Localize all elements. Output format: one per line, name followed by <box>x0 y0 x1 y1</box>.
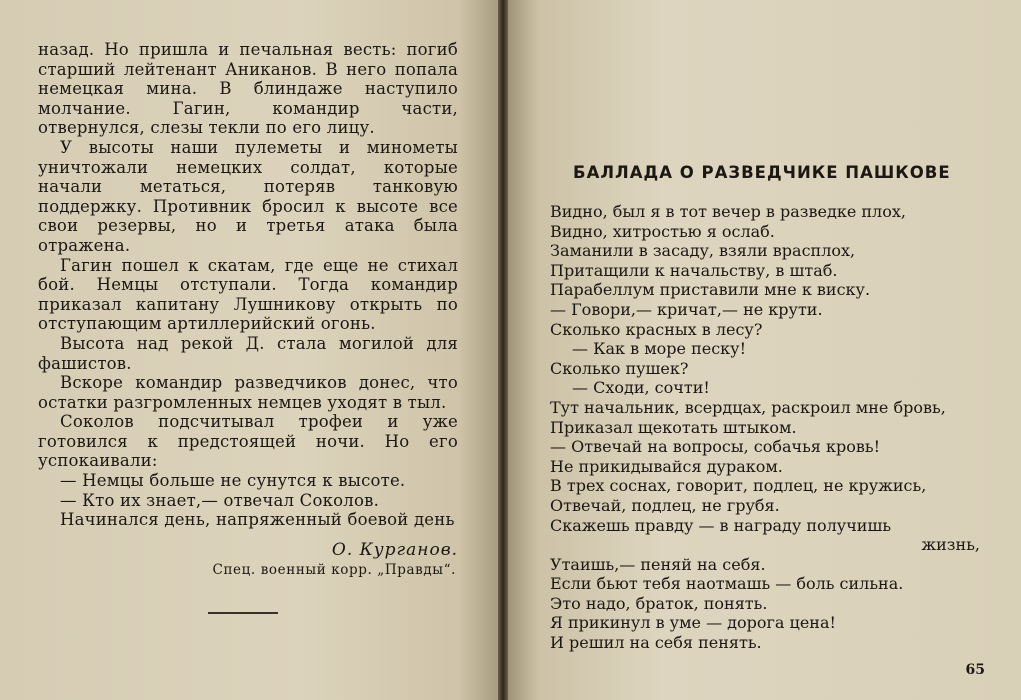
left-page <box>0 0 498 700</box>
article-paragraph: Гагин пошел к скатам, где еще не стихал бой. Немцы отступали. Тогда командир приказал капитану Лушникову открыть по отступающим артиллерийский огонь. <box>38 255 458 334</box>
book-gutter <box>498 0 508 700</box>
poem-line: Не прикидывайся дураком. <box>550 456 783 476</box>
poem-line: Отвечай, подлец, не грубя. <box>550 495 780 515</box>
author-signature: О. Курганов. <box>331 540 458 560</box>
poem-line: Сколько красных в лесу? <box>550 319 763 339</box>
article-paragraph: Высота над рекой Д. стала могилой для фашистов. <box>38 333 458 373</box>
poem-line: Утаишь,— пеняй на себя. <box>550 554 766 574</box>
poem-line: Сколько пушек? <box>550 358 689 378</box>
poem-line: — Сходи, сочти! <box>572 378 710 398</box>
poem-line: Притащили к начальству, в штаб. <box>550 260 838 280</box>
poem-line: И решил на себя пенять. <box>550 633 762 653</box>
poem-line: Заманили в засаду, взяли врасплох, <box>550 241 856 261</box>
article-paragraph: — Немцы больше не сунутся к высоте. <box>60 471 406 491</box>
poem-line: Парабеллум приставили мне к виску. <box>550 280 871 300</box>
poem-line: — Отвечай на вопросы, собачья кровь! <box>550 437 880 457</box>
poem-line: Скажешь правду — в награду получишь <box>550 515 892 535</box>
correspondent-credit: Спец. военный корр. „Правды“. <box>212 562 456 578</box>
poem-line: Это надо, браток, понять. <box>550 593 768 613</box>
poem-line: — Как в море песку! <box>572 339 746 359</box>
poem-line: Видно, хитростью я ослаб. <box>550 221 775 241</box>
article-paragraph: У высоты наши пулеметы и минометы уничтожали немецких солдат, которые начали метаться, потеряв танковую поддержку. Противник бросил к высоте все свои резервы, но и третья атака была отражена. <box>38 137 458 255</box>
poem-line: жизнь, <box>921 535 980 555</box>
poem-line: В трех соснах, говорит, подлец, не кружись, <box>550 476 927 496</box>
poem-line: Если бьют тебя наотмашь — боль сильна. <box>550 574 904 594</box>
article-paragraph: Соколов подсчитывал трофеи и уже готовился к предстоящей ночи. Но его успокаивали: <box>38 412 458 471</box>
right-page <box>508 0 1021 700</box>
poem-line: Тут начальник, всердцах, раскроил мне бровь, <box>550 397 946 417</box>
poem-line: Видно, был я в тот вечер в разведке плох, <box>550 202 906 221</box>
article-paragraph: назад. Но пришла и печальная весть: погиб старший лейтенант Аниканов. В него попала немецкая мина. В блиндаже наступило молчание. Гагин, командир части, отвернулся, слезы текли по его лицу. <box>38 40 458 138</box>
article-paragraph: Вскоре командир разведчиков донес, что остатки разгромленных немцев уходят в тыл. <box>38 373 458 412</box>
poem-body <box>550 202 980 653</box>
article-paragraph: — Кто их знает,— отвечал Соколов. <box>60 490 380 510</box>
article-paragraph: Начинался день, напряженный боевой день <box>60 510 455 530</box>
divider-rule <box>208 612 278 614</box>
poem-line: — Говори,— кричат,— не крути. <box>550 299 823 319</box>
poem-line: Я прикинул в уме — дорога цена! <box>550 613 836 633</box>
poem-title: БАЛЛАДА О РАЗВЕДЧИКЕ ПАШКОВЕ <box>573 163 951 182</box>
poem-line: Приказал щекотать штыком. <box>550 417 797 437</box>
page-number: 65 <box>965 662 985 678</box>
article-text <box>38 40 458 530</box>
